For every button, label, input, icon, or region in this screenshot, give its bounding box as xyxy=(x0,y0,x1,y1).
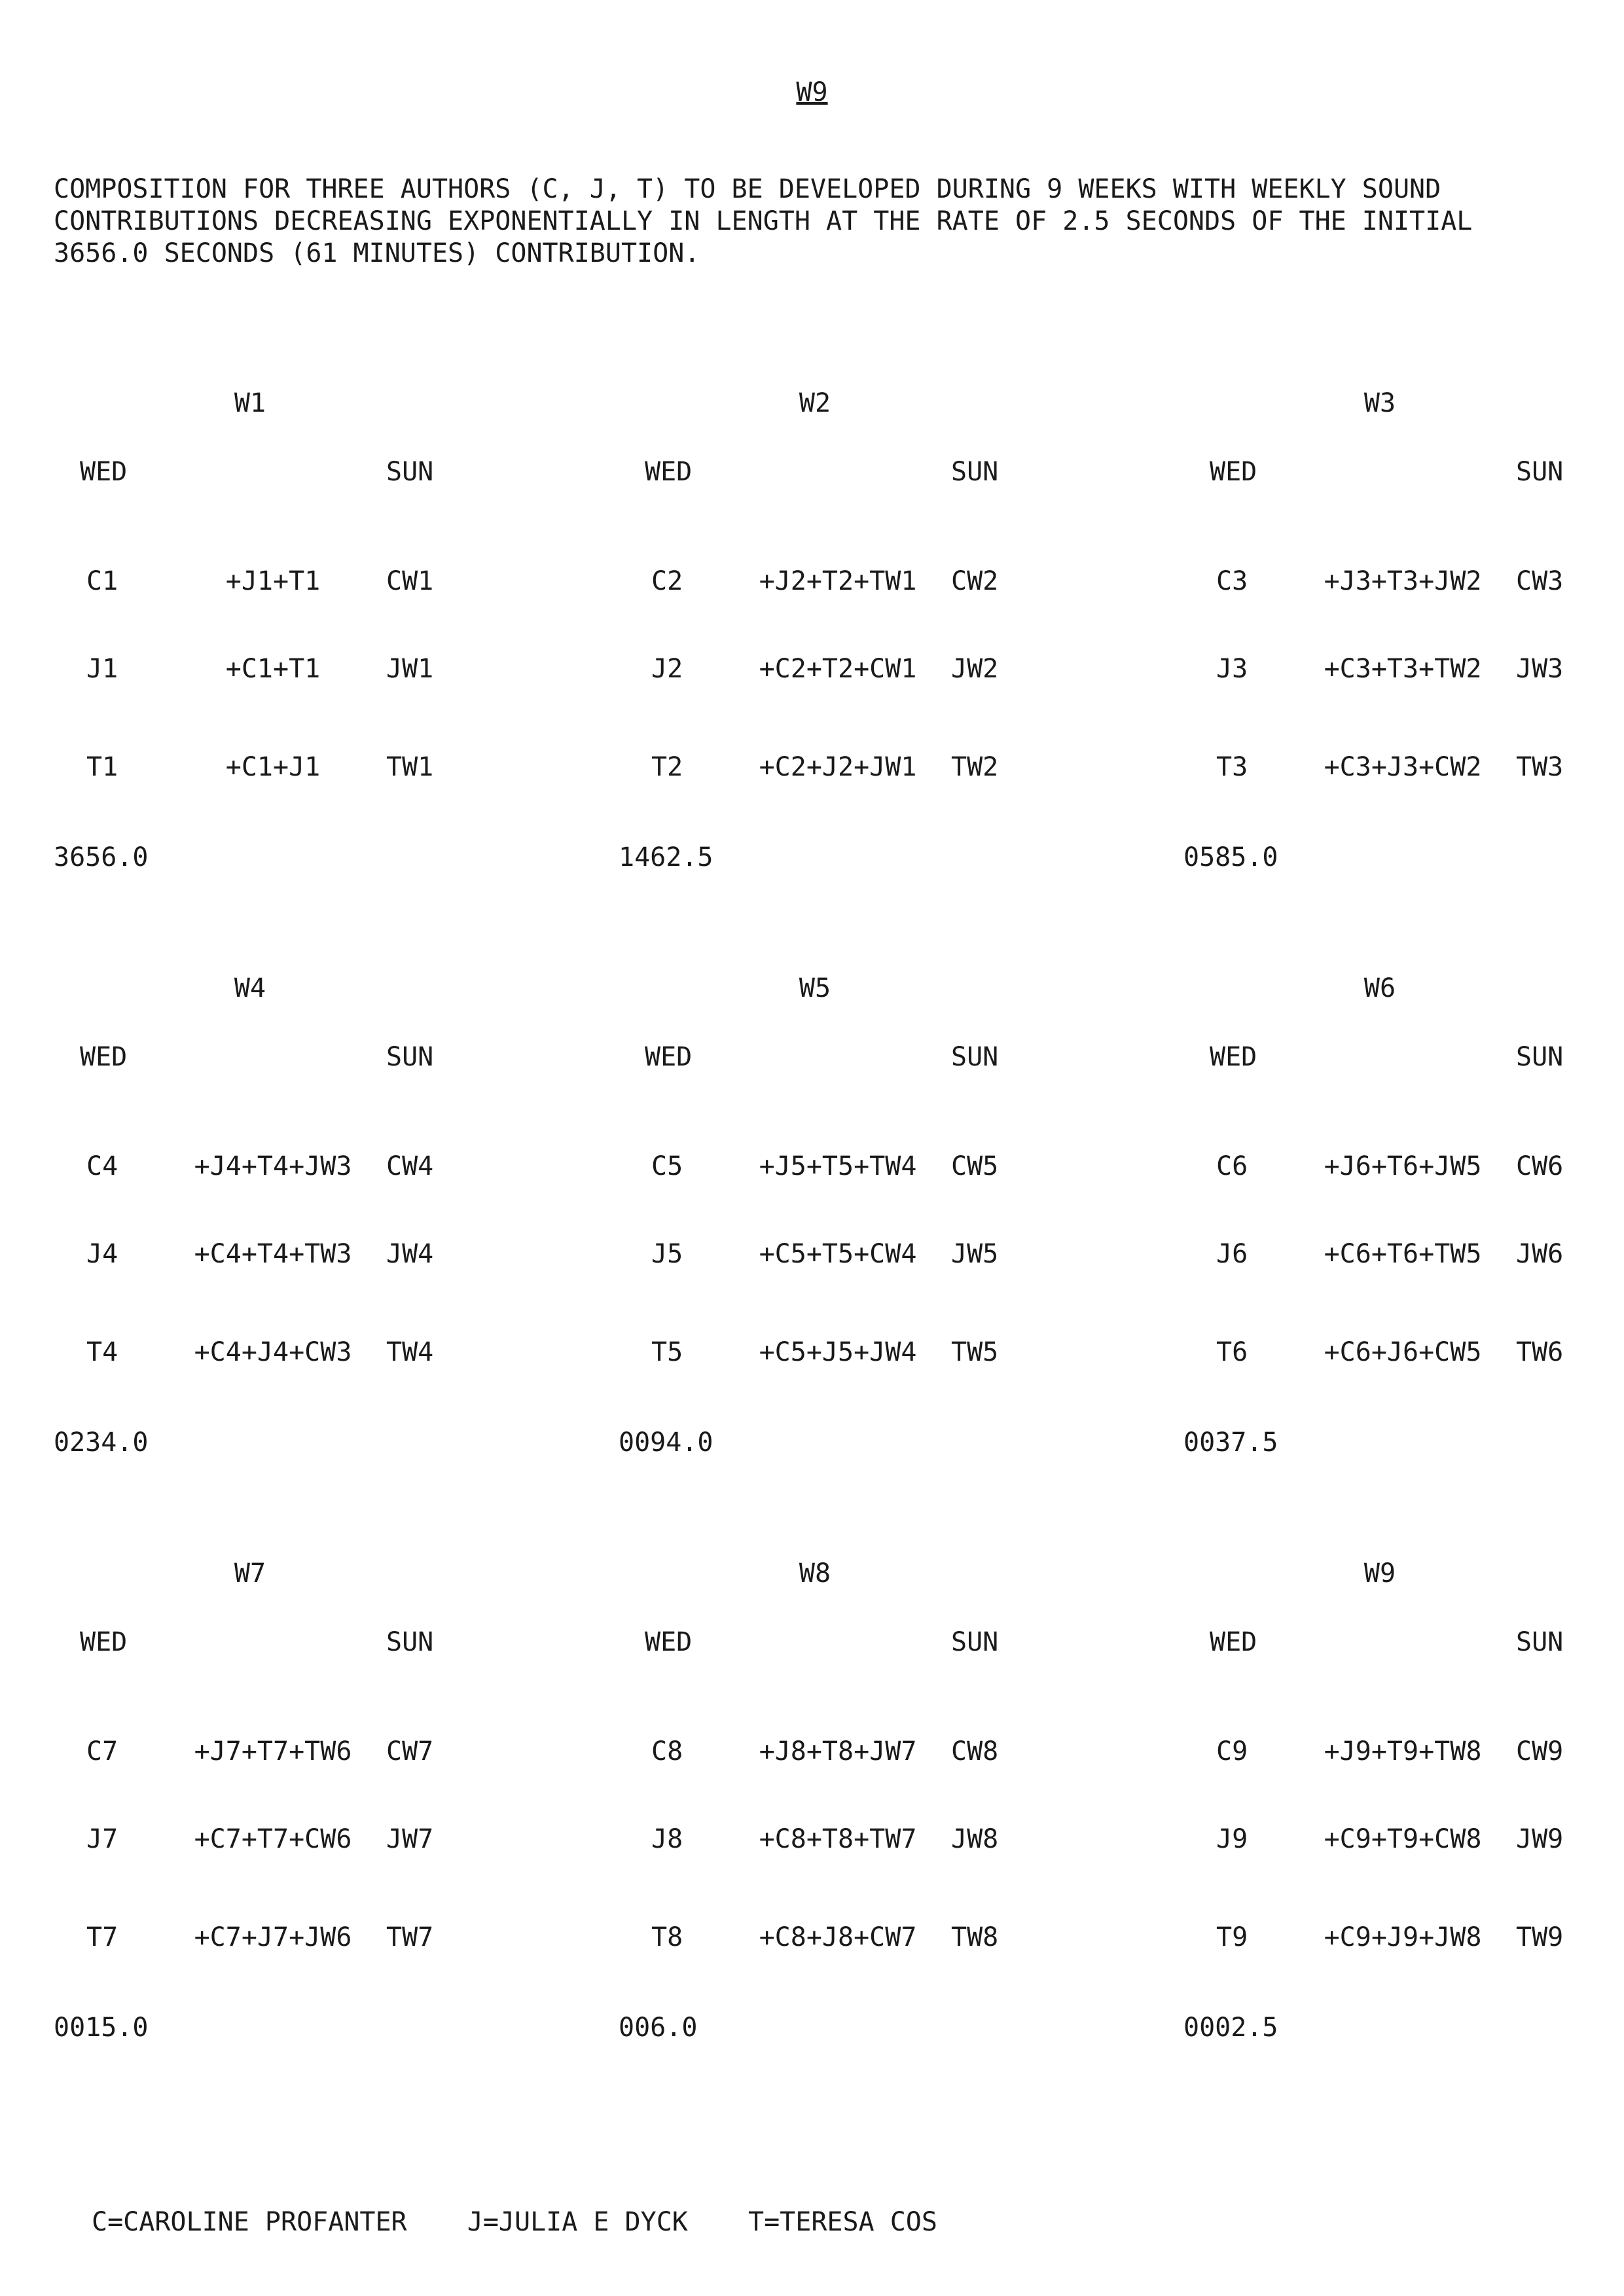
row-formula: +C5+T5+CW4 xyxy=(759,1239,917,1269)
row-result: JW5 xyxy=(951,1239,999,1269)
page-title: W9 xyxy=(796,77,828,107)
row-formula: +C7+J7+JW6 xyxy=(194,1922,352,1952)
row-label: C1 xyxy=(86,566,118,596)
row-formula: +J8+T8+JW7 xyxy=(759,1736,917,1767)
week-label: W3 xyxy=(1363,388,1396,418)
sun-header: SUN xyxy=(951,1627,999,1657)
row-formula: +C1+J1 xyxy=(225,752,321,782)
sun-header: SUN xyxy=(951,1042,999,1072)
row-label: T6 xyxy=(1216,1337,1248,1367)
legend-item-c: C=CAROLINE PROFANTER xyxy=(92,2207,407,2237)
row-result: JW8 xyxy=(951,1824,999,1854)
row-label: J4 xyxy=(86,1239,118,1269)
row-result: TW1 xyxy=(386,752,434,782)
week-block xyxy=(1183,388,1624,912)
row-result: CW8 xyxy=(951,1736,999,1767)
row-formula: +J1+T1 xyxy=(225,566,321,596)
sun-header: SUN xyxy=(386,1627,434,1657)
week-duration: 0015.0 xyxy=(54,2013,149,2043)
row-result: TW3 xyxy=(1516,752,1564,782)
legend-item-t: T=TERESA COS xyxy=(748,2207,937,2237)
row-result: JW3 xyxy=(1516,654,1564,684)
row-label: J9 xyxy=(1216,1824,1248,1854)
row-label: C6 xyxy=(1216,1151,1248,1181)
row-label: J3 xyxy=(1216,654,1248,684)
row-result: TW4 xyxy=(386,1337,434,1367)
intro-text xyxy=(54,173,1585,270)
row-label: C5 xyxy=(651,1151,683,1181)
week-block xyxy=(54,973,512,1497)
row-formula: +J5+T5+TW4 xyxy=(759,1151,917,1181)
sun-header: SUN xyxy=(1516,1042,1564,1072)
row-label: T2 xyxy=(651,752,683,782)
row-formula: +C5+J5+JW4 xyxy=(759,1337,917,1367)
week-block xyxy=(54,1558,512,2082)
row-label: C9 xyxy=(1216,1736,1248,1767)
week-duration: 0585.0 xyxy=(1183,842,1278,872)
week-label: W8 xyxy=(799,1558,831,1588)
row-formula: +J3+T3+JW2 xyxy=(1324,566,1482,596)
row-label: T4 xyxy=(86,1337,118,1367)
week-duration: 0234.0 xyxy=(54,1427,149,1458)
row-label: J2 xyxy=(651,654,683,684)
row-result: CW7 xyxy=(386,1736,434,1767)
row-label: J7 xyxy=(86,1824,118,1854)
week-label: W7 xyxy=(234,1558,266,1588)
row-formula: +C7+T7+CW6 xyxy=(194,1824,352,1854)
week-duration: 006.0 xyxy=(619,2013,698,2043)
wed-header: WED xyxy=(80,1627,128,1657)
row-result: CW3 xyxy=(1516,566,1564,596)
row-label: J5 xyxy=(651,1239,683,1269)
row-result: CW2 xyxy=(951,566,999,596)
intro-line: COMPOSITION FOR THREE AUTHORS (C, J, T) TO BE DEVELOPED DURING 9 WEEKS WITH WEEKLY SOUND xyxy=(54,174,1441,204)
wed-header: WED xyxy=(645,457,693,487)
sun-header: SUN xyxy=(951,457,999,487)
row-result: TW5 xyxy=(951,1337,999,1367)
sun-header: SUN xyxy=(1516,1627,1564,1657)
intro-line: 3656.0 SECONDS (61 MINUTES) CONTRIBUTION. xyxy=(54,238,700,268)
week-duration: 1462.5 xyxy=(619,842,713,872)
row-formula: +C3+J3+CW2 xyxy=(1324,752,1482,782)
row-result: JW4 xyxy=(386,1239,434,1269)
row-label: T8 xyxy=(651,1922,683,1952)
row-formula: +C6+J6+CW5 xyxy=(1324,1337,1482,1367)
wed-header: WED xyxy=(80,1042,128,1072)
row-result: JW2 xyxy=(951,654,999,684)
row-label: T5 xyxy=(651,1337,683,1367)
row-result: CW5 xyxy=(951,1151,999,1181)
row-result: TW6 xyxy=(1516,1337,1564,1367)
row-label: C7 xyxy=(86,1736,118,1767)
week-block xyxy=(619,388,1077,912)
sun-header: SUN xyxy=(386,1042,434,1072)
week-duration: 3656.0 xyxy=(54,842,149,872)
row-label: J6 xyxy=(1216,1239,1248,1269)
row-result: TW2 xyxy=(951,752,999,782)
row-formula: +C4+J4+CW3 xyxy=(194,1337,352,1367)
week-block xyxy=(1183,973,1624,1497)
row-formula: +C8+T8+TW7 xyxy=(759,1824,917,1854)
row-formula: +C2+J2+JW1 xyxy=(759,752,917,782)
row-formula: +J4+T4+JW3 xyxy=(194,1151,352,1181)
week-block xyxy=(54,388,512,912)
row-formula: +C6+T6+TW5 xyxy=(1324,1239,1482,1269)
row-formula: +C3+T3+TW2 xyxy=(1324,654,1482,684)
week-label: W2 xyxy=(799,388,831,418)
wed-header: WED xyxy=(1210,1042,1257,1072)
row-label: T1 xyxy=(86,752,118,782)
week-block xyxy=(1183,1558,1624,2082)
row-result: TW7 xyxy=(386,1922,434,1952)
row-result: CW4 xyxy=(386,1151,434,1181)
row-formula: +J9+T9+TW8 xyxy=(1324,1736,1482,1767)
row-label: T7 xyxy=(86,1922,118,1952)
author-legend xyxy=(92,2207,982,2237)
intro-line: CONTRIBUTIONS DECREASING EXPONENTIALLY IN LENGTH AT THE RATE OF 2.5 SECONDS OF THE INITIAL xyxy=(54,206,1473,236)
row-label: C4 xyxy=(86,1151,118,1181)
row-formula: +C4+T4+TW3 xyxy=(194,1239,352,1269)
row-result: JW1 xyxy=(386,654,434,684)
row-result: JW7 xyxy=(386,1824,434,1854)
row-result: TW9 xyxy=(1516,1922,1564,1952)
row-label: J1 xyxy=(86,654,118,684)
row-formula: +J6+T6+JW5 xyxy=(1324,1151,1482,1181)
row-label: T3 xyxy=(1216,752,1248,782)
wed-header: WED xyxy=(645,1042,693,1072)
row-formula: +J2+T2+TW1 xyxy=(759,566,917,596)
row-result: JW6 xyxy=(1516,1239,1564,1269)
row-result: CW6 xyxy=(1516,1151,1564,1181)
week-duration: 0002.5 xyxy=(1183,2013,1278,2043)
week-duration: 0094.0 xyxy=(619,1427,713,1458)
sun-header: SUN xyxy=(386,457,434,487)
row-formula: +C9+J9+JW8 xyxy=(1324,1922,1482,1952)
row-formula: +C8+J8+CW7 xyxy=(759,1922,917,1952)
row-label: T9 xyxy=(1216,1922,1248,1952)
week-label: W9 xyxy=(1363,1558,1396,1588)
wed-header: WED xyxy=(80,457,128,487)
week-label: W1 xyxy=(234,388,266,418)
row-label: C3 xyxy=(1216,566,1248,596)
week-duration: 0037.5 xyxy=(1183,1427,1278,1458)
wed-header: WED xyxy=(645,1627,693,1657)
row-formula: +J7+T7+TW6 xyxy=(194,1736,352,1767)
row-formula: +C1+T1 xyxy=(225,654,321,684)
wed-header: WED xyxy=(1210,1627,1257,1657)
row-formula: +C2+T2+CW1 xyxy=(759,654,917,684)
week-label: W6 xyxy=(1363,973,1396,1003)
row-label: C2 xyxy=(651,566,683,596)
row-formula: +C9+T9+CW8 xyxy=(1324,1824,1482,1854)
week-label: W4 xyxy=(234,973,266,1003)
row-result: JW9 xyxy=(1516,1824,1564,1854)
row-result: CW1 xyxy=(386,566,434,596)
row-result: TW8 xyxy=(951,1922,999,1952)
week-block xyxy=(619,973,1077,1497)
row-label: J8 xyxy=(651,1824,683,1854)
sun-header: SUN xyxy=(1516,457,1564,487)
legend-item-j: J=JULIA E DYCK xyxy=(467,2207,688,2237)
row-label: C8 xyxy=(651,1736,683,1767)
wed-header: WED xyxy=(1210,457,1257,487)
week-block xyxy=(619,1558,1077,2082)
row-result: CW9 xyxy=(1516,1736,1564,1767)
week-label: W5 xyxy=(799,973,831,1003)
